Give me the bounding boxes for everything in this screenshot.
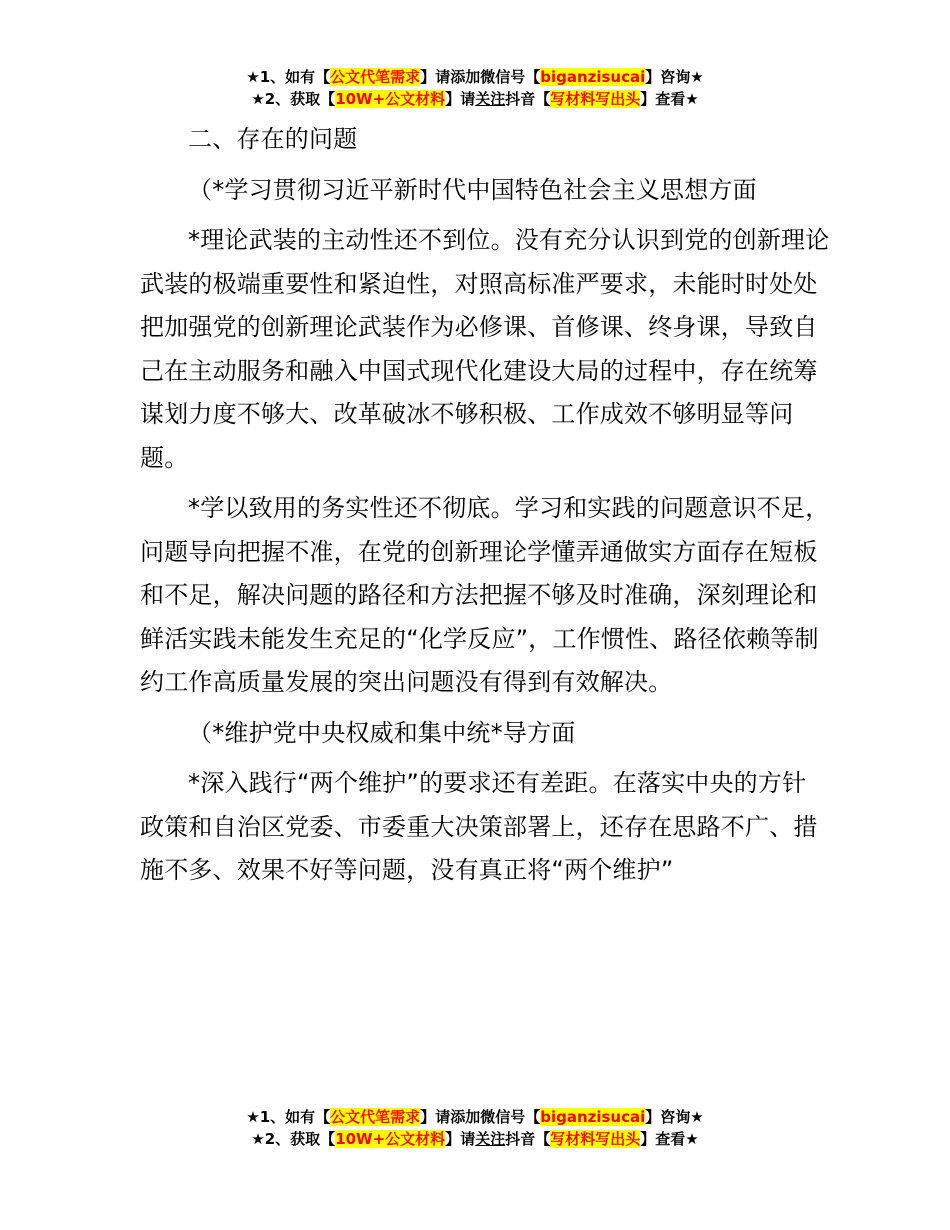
- banner-highlight: 公文代笔需求: [330, 68, 421, 86]
- banner-line-2: [0, 88, 950, 110]
- banner-line-1: [0, 1106, 950, 1128]
- paragraph: *学以致用的务实性还不彻底。学习和实践的问题意识不足，问题导向把握不准，在党的创新理论学懂弄通做实方面存在短板和不足，解决问题的路径和方法把握不够及时准确，深刻理论和鲜活实践未能发生充足的“化学反应”，工作惯性、路径依赖等制约工作高质量发展的突出问题没有得到有效解决。: [140, 494, 830, 696]
- banner-text: 抖音【: [505, 90, 551, 108]
- subsection-heading: （*维护党中央权威和集中统*导方面: [188, 718, 576, 747]
- banner-text: 】查看★: [640, 90, 699, 108]
- banner-highlight: 10W+公文材料: [335, 90, 446, 108]
- banner-text: 】咨询★: [645, 68, 704, 86]
- section-heading: 二、存在的问题: [188, 125, 358, 153]
- banner-highlight: 10W+公文材料: [335, 1130, 446, 1148]
- banner-text: 】请添加微信号【: [420, 68, 541, 86]
- document-body: [140, 118, 830, 900]
- banner-underline: 关注: [475, 1130, 506, 1148]
- banner-text: 】请: [445, 90, 476, 108]
- banner-underline: 关注: [475, 90, 506, 108]
- banner-highlight: biganzisucai: [540, 1108, 646, 1126]
- paragraph: *深入践行“两个维护”的要求还有差距。在落实中央的方针政策和自治区党委、市委重大决策部署上，还存在思路不广、措施不多、效果不好等问题，没有真正将“两个维护”: [140, 769, 818, 884]
- banner-line-1: [0, 66, 950, 88]
- banner-text: 抖音【: [505, 1130, 551, 1148]
- banner-text: ★2、获取【: [251, 90, 336, 108]
- banner-line-2: [0, 1128, 950, 1150]
- banner-text: 】咨询★: [645, 1108, 704, 1126]
- banner-text: 】查看★: [640, 1130, 699, 1148]
- banner-highlight: 公文代笔需求: [330, 1108, 421, 1126]
- banner-text: ★2、获取【: [251, 1130, 336, 1148]
- subsection-heading: （*学习贯彻习近平新时代中国特色社会主义思想方面: [188, 175, 757, 204]
- banner-text: ★1、如有【: [246, 68, 331, 86]
- footer-banner: [0, 1106, 950, 1150]
- banner-text: 】请: [445, 1130, 476, 1148]
- banner-text: ★1、如有【: [246, 1108, 331, 1126]
- banner-text: 】请添加微信号【: [420, 1108, 541, 1126]
- banner-highlight: 写材料写出头: [550, 90, 641, 108]
- header-banner: [0, 66, 950, 110]
- banner-highlight: 写材料写出头: [550, 1130, 641, 1148]
- banner-highlight: biganzisucai: [540, 68, 646, 86]
- paragraph: *理论武装的主动性还不到位。没有充分认识到党的创新理论武装的极端重要性和紧迫性，对照高标准严要求，未能时时处处把加强党的创新理论武装作为必修课、首修课、终身课，导致自己在主动服务和融入中国式现代化建设大局的过程中，存在统筹谋划力度不够大、改革破冰不够积极、工作成效不够明显等问题。: [140, 226, 830, 472]
